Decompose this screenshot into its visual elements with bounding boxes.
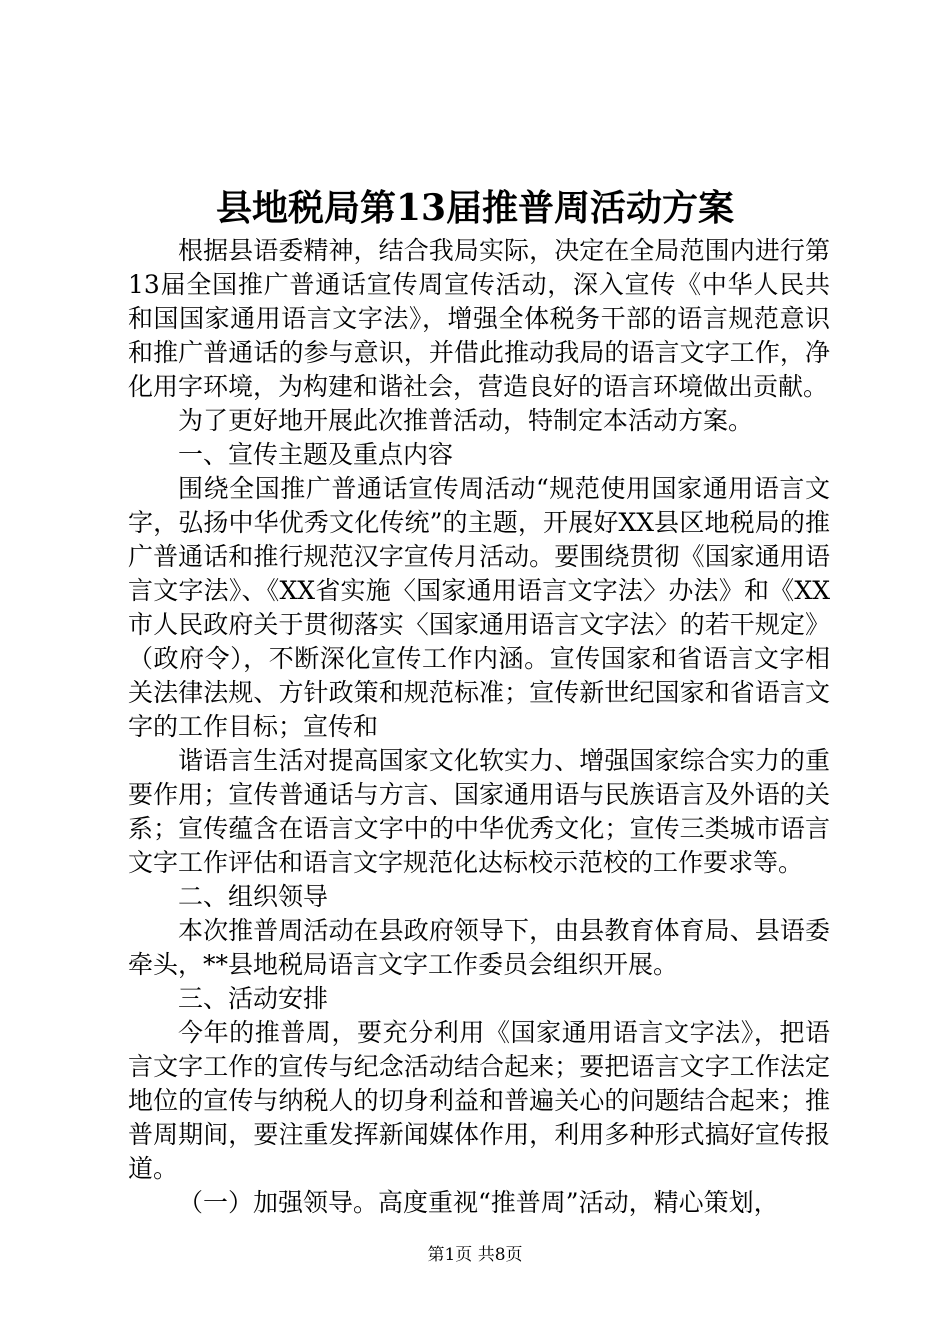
section-heading-arrangement: 三、活动安排: [178, 984, 329, 1013]
paragraph-theme-continued: 谐语言生活对提高国家文化软实力、增强国家综合实力的重要作用；宣传普通话与方言、国家通用语与民族语言及外语的关系；宣传蕴含在语言文字中的中华优秀文化；宣传三类城市语言文字工作评估和语言文字规范化达标校示范校的工作要求等。: [128, 746, 830, 877]
paragraph-leadership: （一）加强领导。高度重视“推普周”活动，精心策划，: [178, 1188, 779, 1217]
section-heading-theme: 一、宣传主题及重点内容: [178, 440, 454, 469]
section-heading-organization: 二、组织领导: [178, 882, 329, 911]
paragraph-theme: 围绕全国推广普通话宣传周活动“规范使用国家通用语言文字，弘扬中华优秀文化传统”的主题，开展好XX县区地税局的推广普通话和推行规范汉字宣传月活动。要围绕贯彻《国家通用语言文字法》、《XX省实施〈国家通用语言文字法〉办法》和《XX市人民政府关于贯彻落实〈国家通用语言文字法〉的若干规定》（政府令），不断深化宣传工作内涵。宣传国家和省语言文字相关法律法规、方针政策和规范标准；宣传新世纪国家和省语言文字的工作目标；宣传和: [128, 474, 830, 741]
paragraph-organization: 本次推普周活动在县政府领导下，由县教育体育局、县语委牵头，**县地税局语言文字工作委员会组织开展。: [128, 916, 830, 979]
paragraph-arrangement: 今年的推普周，要充分利用《国家通用语言文字法》，把语言文字工作的宣传与纪念活动结合起来；要把语言文字工作法定地位的宣传与纳税人的切身利益和普遍关心的问题结合起来；推普周期间，要注重发挥新闻媒体作用，利用多种形式搞好宣传报道。: [128, 1018, 830, 1183]
page-number-footer: 第1页 共8页: [427, 1245, 523, 1265]
document-title: 县地税局第13届推普周活动方案: [215, 187, 735, 229]
document-body: [128, 234, 830, 1220]
paragraph-intro: 根据县语委精神，结合我局实际，决定在全局范围内进行第13届全国推广普通话宣传周宣传活动，深入宣传《中华人民共和国国家通用语言文字法》，增强全体税务干部的语言规范意识和推广普通话的参与意识，并借此推动我局的语言文字工作，净化用字环境，为构建和谐社会，营造良好的语言环境做出贡献。: [128, 236, 830, 401]
paragraph-purpose: 为了更好地开展此次推普活动，特制定本活动方案。: [178, 406, 754, 435]
